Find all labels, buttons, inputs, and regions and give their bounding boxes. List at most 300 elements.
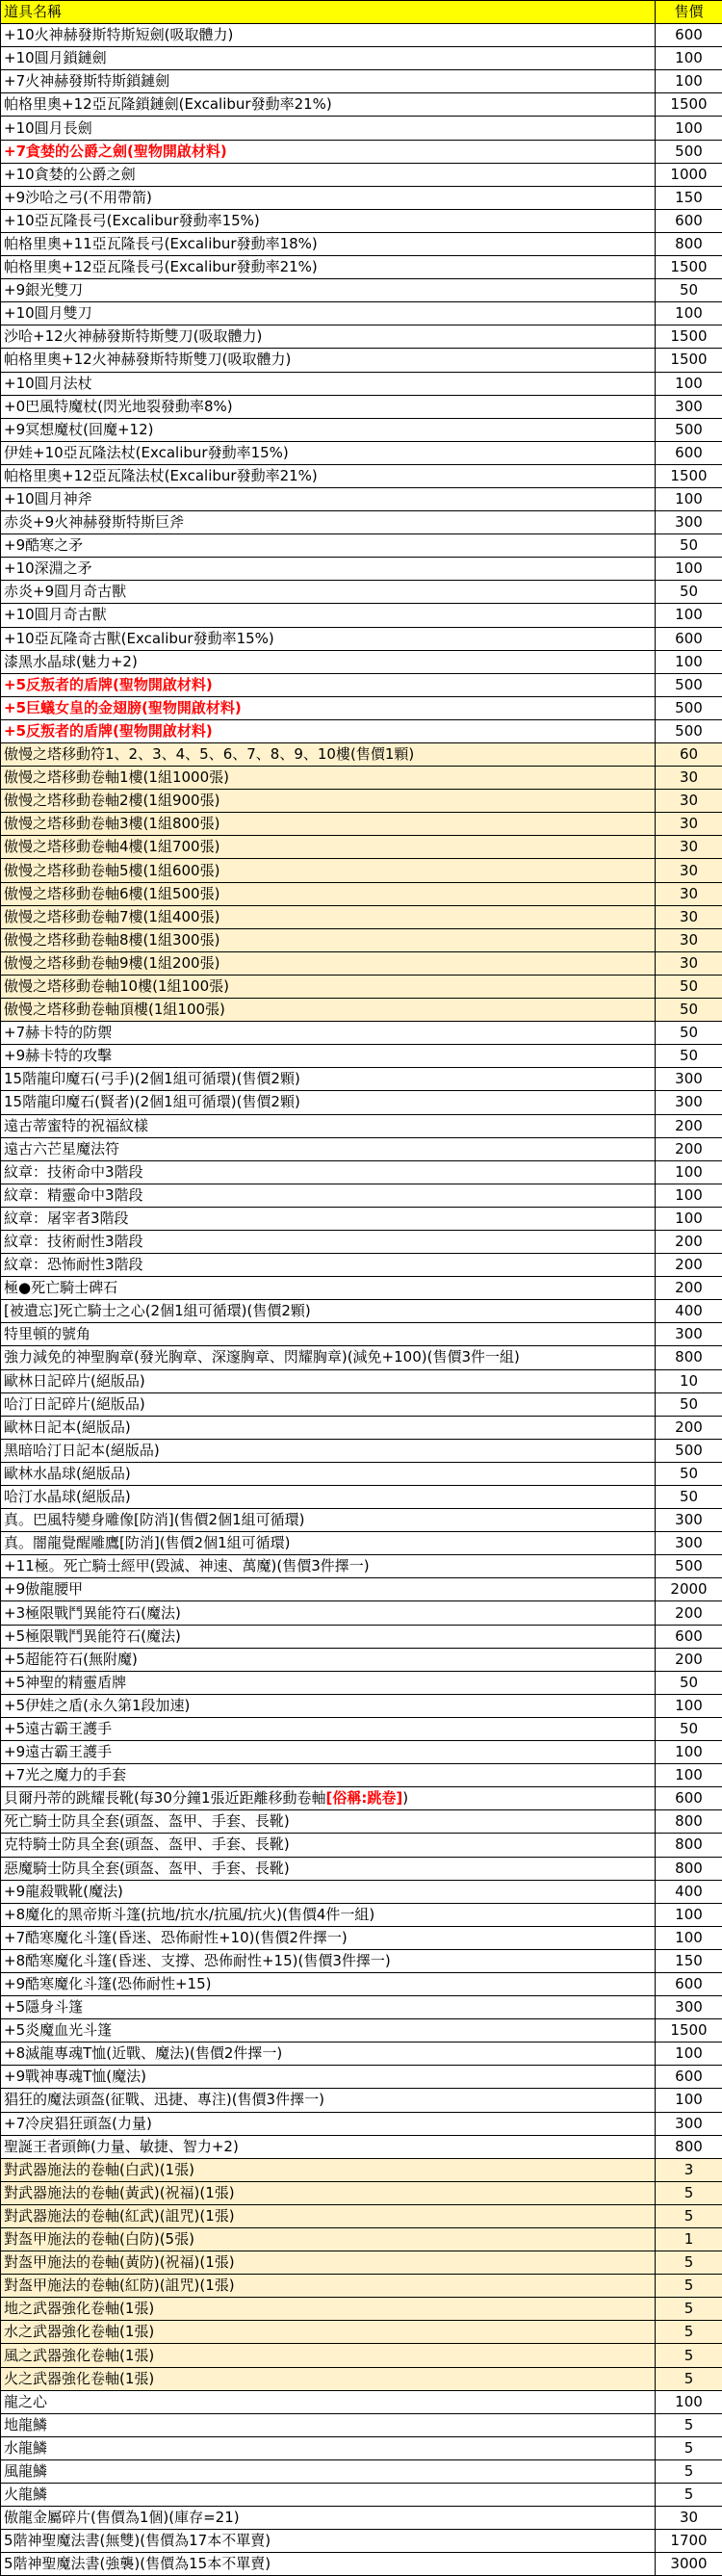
table-row bbox=[1, 2413, 722, 2436]
item-name-text: 帕格里奧+12亞瓦隆法杖(Excalibur發動率21%) bbox=[4, 467, 318, 484]
item-price-cell: 50 bbox=[656, 1392, 722, 1416]
item-name-text: 傲慢之塔移動卷軸5樓(1組600張) bbox=[4, 862, 219, 879]
table-row bbox=[1, 2019, 722, 2043]
item-price-cell: 1500 bbox=[656, 349, 722, 372]
item-price-cell: 300 bbox=[656, 1532, 722, 1555]
item-name-text: 5階神聖魔法書(無雙)(售價為17本不單賣) bbox=[4, 2532, 271, 2549]
table-row bbox=[1, 256, 722, 279]
item-name-cell bbox=[1, 1903, 656, 1926]
item-name-text: 特里頓的號角 bbox=[4, 1325, 90, 1342]
item-price-cell: 300 bbox=[656, 2112, 722, 2135]
item-name-text: 漆黑水晶球(魅力+2) bbox=[4, 653, 138, 670]
item-price-cell: 400 bbox=[656, 1300, 722, 1323]
item-name-text: +5反叛者的盾牌(聖物開啟材料) bbox=[4, 722, 213, 740]
item-name-cell bbox=[1, 256, 656, 279]
table-row bbox=[1, 813, 722, 836]
item-name-text: +9酷寒魔化斗篷(恐佈耐性+15) bbox=[4, 1975, 211, 1992]
table-row bbox=[1, 2181, 722, 2204]
item-price-cell: 30 bbox=[656, 790, 722, 813]
table-row bbox=[1, 302, 722, 325]
item-name-cell bbox=[1, 673, 656, 696]
item-name-text: +9遠古霸王護手 bbox=[4, 1743, 112, 1760]
item-name-cell bbox=[1, 1184, 656, 1207]
item-name-text: 遠古六芒星魔法符 bbox=[4, 1140, 119, 1158]
item-name-cell bbox=[1, 905, 656, 928]
item-name-cell bbox=[1, 882, 656, 905]
item-name-text: 紋章：技術命中3階段 bbox=[4, 1163, 143, 1181]
item-name-text: +5神聖的精靈盾牌 bbox=[4, 1674, 126, 1691]
item-name-cell bbox=[1, 117, 656, 140]
item-price-cell: 800 bbox=[656, 1857, 722, 1880]
item-name-text: +10圓月神斧 bbox=[4, 490, 92, 507]
item-name-cell bbox=[1, 951, 656, 975]
item-price-cell: 100 bbox=[656, 487, 722, 510]
item-price-cell: 1000 bbox=[656, 163, 722, 186]
table-row bbox=[1, 1254, 722, 1277]
item-name-cell bbox=[1, 2459, 656, 2483]
item-name-cell bbox=[1, 975, 656, 998]
item-name-text: +5伊娃之盾(永久第1段加速) bbox=[4, 1697, 190, 1714]
table-row bbox=[1, 186, 722, 209]
item-name-text: 龍之心 bbox=[4, 2393, 47, 2410]
item-name-cell bbox=[1, 1926, 656, 1949]
item-price-cell: 60 bbox=[656, 743, 722, 767]
item-price-cell: 5 bbox=[656, 2484, 722, 2507]
item-name-text: +9赫卡特的攻擊 bbox=[4, 1047, 112, 1064]
item-name-text: 傲龍金屬碎片(售價為1個)(庫存=21) bbox=[4, 2509, 240, 2526]
item-name-text: 帕格里奧+12亞瓦隆鎖鏈劍(Excalibur發動率21%) bbox=[4, 95, 332, 113]
item-price-cell: 300 bbox=[656, 1509, 722, 1532]
item-name-cell bbox=[1, 767, 656, 790]
table-row bbox=[1, 117, 722, 140]
item-name-cell bbox=[1, 1369, 656, 1392]
item-name-text: 對盔甲施法的卷軸(黃防)(祝福)(1張) bbox=[4, 2253, 235, 2271]
item-name-cell bbox=[1, 1254, 656, 1277]
item-name-text: 地龍鱗 bbox=[4, 2416, 47, 2433]
item-name-cell bbox=[1, 163, 656, 186]
table-row bbox=[1, 1439, 722, 1462]
item-name-cell bbox=[1, 1392, 656, 1416]
item-name-text: 歐林水晶球(絕版品) bbox=[4, 1465, 131, 1482]
item-name-cell bbox=[1, 1462, 656, 1485]
item-name-cell bbox=[1, 1972, 656, 1995]
item-name-text: 對盔甲施法的卷軸(紅防)(詛咒)(1張) bbox=[4, 2277, 235, 2294]
item-name-cell bbox=[1, 1601, 656, 1625]
table-row bbox=[1, 1857, 722, 1880]
item-name-text: +10圓月法杖 bbox=[4, 375, 92, 392]
item-price-cell: 100 bbox=[656, 372, 722, 395]
item-name-cell bbox=[1, 279, 656, 302]
item-name-cell bbox=[1, 2507, 656, 2530]
item-name-text: 傲慢之塔移動卷軸6樓(1組500張) bbox=[4, 885, 219, 902]
item-name-text: 對武器施法的卷軸(紅武)(詛咒)(1張) bbox=[4, 2207, 235, 2225]
item-name-text: +7貪婪的公爵之劍(聖物開啟材料) bbox=[4, 143, 227, 160]
item-price-cell: 30 bbox=[656, 836, 722, 859]
item-name-cell bbox=[1, 1764, 656, 1787]
item-price-cell: 5 bbox=[656, 2204, 722, 2227]
item-price-cell: 1500 bbox=[656, 325, 722, 349]
item-name-text: 克特騎士防具全套(頭盔、盔甲、手套、長靴) bbox=[4, 1835, 290, 1853]
item-name-cell bbox=[1, 93, 656, 117]
table-row bbox=[1, 696, 722, 719]
item-price-cell: 1500 bbox=[656, 464, 722, 487]
table-row bbox=[1, 2066, 722, 2089]
item-price-cell: 5 bbox=[656, 2298, 722, 2321]
item-price-cell: 100 bbox=[656, 2043, 722, 2066]
table-row bbox=[1, 2228, 722, 2251]
item-name-text: 紋章：屠宰者3階段 bbox=[4, 1210, 129, 1227]
item-name-text: +5反叛者的盾牌(聖物開啟材料) bbox=[4, 676, 213, 693]
item-price-cell: 100 bbox=[656, 117, 722, 140]
table-row bbox=[1, 1834, 722, 1857]
item-name-cell bbox=[1, 1834, 656, 1857]
item-name-cell bbox=[1, 1114, 656, 1137]
item-price-cell: 600 bbox=[656, 441, 722, 464]
item-name-cell bbox=[1, 1694, 656, 1717]
table-row bbox=[1, 2553, 722, 2576]
item-name-text: 對武器施法的卷軸(黃武)(祝福)(1張) bbox=[4, 2184, 235, 2201]
item-name-text: 對武器施法的卷軸(白武)(1張) bbox=[4, 2161, 194, 2178]
item-price-cell: 100 bbox=[656, 558, 722, 581]
item-name-text: 傲慢之塔移動卷軸4樓(1組700張) bbox=[4, 838, 219, 855]
item-price-cell: 200 bbox=[656, 1648, 722, 1671]
item-price-cell: 1 bbox=[656, 2228, 722, 2251]
item-name-text: +7火神赫發斯特斯鎖鏈劍 bbox=[4, 72, 169, 90]
table-row bbox=[1, 1068, 722, 1091]
item-price-cell: 300 bbox=[656, 511, 722, 534]
table-row bbox=[1, 1625, 722, 1648]
table-row bbox=[1, 1648, 722, 1671]
item-price-cell: 50 bbox=[656, 975, 722, 998]
item-name-text: +8酷寒魔化斗篷(昏迷、支撐、恐佈耐性+15)(售價3件擇一) bbox=[4, 1952, 391, 1969]
item-name-text: +9冥想魔杖(回魔+12) bbox=[4, 421, 153, 438]
item-name-cell bbox=[1, 2066, 656, 2089]
item-name-cell bbox=[1, 2321, 656, 2344]
item-name-cell bbox=[1, 1207, 656, 1230]
item-name-cell bbox=[1, 1045, 656, 1068]
item-price-cell: 1700 bbox=[656, 2530, 722, 2553]
item-price-cell: 600 bbox=[656, 1787, 722, 1810]
item-price-cell: 30 bbox=[656, 928, 722, 951]
item-name-text: +5遠古霸王護手 bbox=[4, 1720, 112, 1737]
item-price-cell: 100 bbox=[656, 604, 722, 627]
item-name-text: 水龍鱗 bbox=[4, 2439, 47, 2457]
table-row bbox=[1, 975, 722, 998]
item-price-cell: 5 bbox=[656, 2413, 722, 2436]
table-row bbox=[1, 1996, 722, 2019]
table-row bbox=[1, 1416, 722, 1439]
item-price-cell: 5 bbox=[656, 2321, 722, 2344]
item-name-cell bbox=[1, 2181, 656, 2204]
item-name-text: 風之武器強化卷軸(1張) bbox=[4, 2347, 154, 2364]
item-price-cell: 50 bbox=[656, 279, 722, 302]
item-price-cell: 200 bbox=[656, 1114, 722, 1137]
item-name-cell bbox=[1, 487, 656, 510]
item-name-text: 紋章：恐怖耐性3階段 bbox=[4, 1256, 143, 1273]
table-row bbox=[1, 1346, 722, 1369]
table-row bbox=[1, 2275, 722, 2298]
item-price-cell: 300 bbox=[656, 1091, 722, 1114]
item-name-cell bbox=[1, 743, 656, 767]
item-name-text: 沙哈+12火神赫發斯特斯雙刀(吸取體力) bbox=[4, 327, 262, 345]
item-price-cell: 400 bbox=[656, 1880, 722, 1903]
item-price-cell: 800 bbox=[656, 1346, 722, 1369]
item-name-text: +10火神赫發斯特斯短劍(吸取體力) bbox=[4, 26, 233, 43]
table-row bbox=[1, 673, 722, 696]
item-price-cell: 30 bbox=[656, 767, 722, 790]
item-name-cell bbox=[1, 1578, 656, 1601]
item-price-cell: 50 bbox=[656, 1045, 722, 1068]
table-row bbox=[1, 1810, 722, 1834]
table-row bbox=[1, 1114, 722, 1137]
table-row bbox=[1, 1671, 722, 1694]
item-name-cell bbox=[1, 232, 656, 255]
item-name-cell bbox=[1, 2112, 656, 2135]
table-row bbox=[1, 163, 722, 186]
item-price-cell: 50 bbox=[656, 1486, 722, 1509]
item-price-cell: 5 bbox=[656, 2436, 722, 2459]
item-name-cell bbox=[1, 650, 656, 673]
item-name-text: +11極。死亡騎士經甲(毀滅、神速、萬魔)(售價3件擇一) bbox=[4, 1557, 370, 1574]
item-price-cell: 500 bbox=[656, 696, 722, 719]
item-price-cell: 1500 bbox=[656, 256, 722, 279]
item-price-cell: 500 bbox=[656, 719, 722, 742]
item-name-cell bbox=[1, 2530, 656, 2553]
table-row bbox=[1, 2344, 722, 2367]
item-name-text: +3極限戰鬥異能符石(魔法) bbox=[4, 1604, 181, 1622]
item-price-cell: 100 bbox=[656, 1694, 722, 1717]
item-price-cell: 600 bbox=[656, 1972, 722, 1995]
table-row bbox=[1, 1903, 722, 1926]
item-price-cell: 30 bbox=[656, 905, 722, 928]
item-name-text: 紋章：精靈命中3階段 bbox=[4, 1186, 143, 1204]
item-name-text: 遠古蒂蜜特的祝福紋樣 bbox=[4, 1117, 148, 1134]
item-name-text: 聖誕王者頭飾(力量、敏捷、智力+2) bbox=[4, 2138, 239, 2155]
table-row bbox=[1, 1160, 722, 1184]
item-price-cell: 1500 bbox=[656, 2019, 722, 2043]
item-name-cell bbox=[1, 2344, 656, 2367]
item-name-text: +9沙哈之弓(不用帶箭) bbox=[4, 189, 152, 206]
table-row bbox=[1, 2158, 722, 2181]
item-name-text: 傲慢之塔移動卷軸1樓(1組1000張) bbox=[4, 768, 229, 786]
item-name-cell bbox=[1, 47, 656, 70]
table-row bbox=[1, 140, 722, 163]
item-name-cell bbox=[1, 1137, 656, 1160]
item-name-text: 15階龍印魔石(弓手)(2個1組可循環)(售價2顆) bbox=[4, 1070, 300, 1087]
item-name-cell bbox=[1, 24, 656, 47]
item-name-text: 歐林日記本(絕版品) bbox=[4, 1418, 131, 1436]
item-price-cell: 100 bbox=[656, 2390, 722, 2413]
item-name-cell bbox=[1, 395, 656, 418]
table-row bbox=[1, 2367, 722, 2390]
item-name-text: 紋章：技術耐性3階段 bbox=[4, 1233, 143, 1250]
item-price-cell: 30 bbox=[656, 882, 722, 905]
table-row bbox=[1, 2321, 722, 2344]
item-name-text: +10亞瓦隆長弓(Excalibur發動率15%) bbox=[4, 212, 260, 229]
item-name-tag: [俗稱:跳卷] bbox=[326, 1789, 403, 1807]
item-name-cell bbox=[1, 2275, 656, 2298]
item-price-cell: 3000 bbox=[656, 2553, 722, 2576]
item-name-cell bbox=[1, 1509, 656, 1532]
item-name-cell bbox=[1, 604, 656, 627]
table-row bbox=[1, 1949, 722, 1972]
item-name-cell bbox=[1, 464, 656, 487]
table-row bbox=[1, 93, 722, 117]
item-price-cell: 100 bbox=[656, 650, 722, 673]
item-name-text: 強力減免的神聖胸章(發光胸章、深邃胸章、閃耀胸章)(減免+100)(售價3件一組) bbox=[4, 1348, 520, 1366]
item-name-cell bbox=[1, 1277, 656, 1300]
item-price-cell: 30 bbox=[656, 813, 722, 836]
table-row bbox=[1, 928, 722, 951]
table-row bbox=[1, 1764, 722, 1787]
table-row bbox=[1, 604, 722, 627]
item-name-cell bbox=[1, 1346, 656, 1369]
item-name-cell bbox=[1, 2367, 656, 2390]
header-item-name: 道具名稱 bbox=[1, 1, 656, 24]
item-name-cell bbox=[1, 2089, 656, 2112]
item-price-cell: 50 bbox=[656, 999, 722, 1022]
item-name-text: 伊娃+10亞瓦隆法杖(Excalibur發動率15%) bbox=[4, 444, 289, 461]
item-price-cell: 30 bbox=[656, 951, 722, 975]
item-name-cell bbox=[1, 1717, 656, 1740]
item-name-text: +0巴風特魔杖(閃光地裂發動率8%) bbox=[4, 398, 233, 415]
item-price-cell: 800 bbox=[656, 1834, 722, 1857]
item-price-cell: 3 bbox=[656, 2158, 722, 2181]
item-name-text: 傲慢之塔移動卷軸3樓(1組800張) bbox=[4, 815, 219, 832]
item-price-cell: 800 bbox=[656, 232, 722, 255]
table-row bbox=[1, 418, 722, 441]
item-price-cell: 100 bbox=[656, 1160, 722, 1184]
item-price-cell: 100 bbox=[656, 47, 722, 70]
table-row bbox=[1, 464, 722, 487]
table-row bbox=[1, 1045, 722, 1068]
table-row bbox=[1, 627, 722, 650]
header-price: 售價 bbox=[656, 1, 722, 24]
item-name-cell bbox=[1, 534, 656, 558]
table-row bbox=[1, 999, 722, 1022]
table-row bbox=[1, 1555, 722, 1578]
item-name-cell bbox=[1, 2390, 656, 2413]
item-name-cell bbox=[1, 1486, 656, 1509]
table-row bbox=[1, 1601, 722, 1625]
item-price-cell: 800 bbox=[656, 1810, 722, 1834]
table-row bbox=[1, 2459, 722, 2483]
table-row bbox=[1, 511, 722, 534]
table-row bbox=[1, 2530, 722, 2553]
item-name-text: +8滅龍專魂T恤(近戰、魔法)(售價2件擇一) bbox=[4, 2044, 282, 2062]
item-name-text: 傲慢之塔移動卷軸10樓(1組100張) bbox=[4, 977, 229, 995]
item-name-cell bbox=[1, 813, 656, 836]
item-name-cell bbox=[1, 719, 656, 742]
item-name-text: +5隱身斗篷 bbox=[4, 1998, 83, 2016]
table-row bbox=[1, 1509, 722, 1532]
item-name-cell bbox=[1, 1810, 656, 1834]
item-name-text: 地之武器強化卷軸(1張) bbox=[4, 2300, 154, 2317]
table-row bbox=[1, 1230, 722, 1253]
item-name-text: [被遺忘]死亡騎士之心(2個1組可循環)(售價2顆) bbox=[4, 1302, 311, 1319]
item-name-text: +10深淵之矛 bbox=[4, 559, 92, 577]
item-price-cell: 100 bbox=[656, 302, 722, 325]
item-name-text: +7赫卡特的防禦 bbox=[4, 1024, 112, 1041]
item-name-text: 5階神聖魔法書(強襲)(售價為15本不單賣) bbox=[4, 2555, 271, 2572]
item-name-text: 哈汀水晶球(絕版品) bbox=[4, 1488, 131, 1505]
table-row bbox=[1, 719, 722, 742]
item-name-cell bbox=[1, 511, 656, 534]
table-row bbox=[1, 1880, 722, 1903]
item-name-text: 傲慢之塔移動符1、2、3、4、5、6、7、8、9、10樓(售價1顆) bbox=[4, 745, 414, 763]
item-name-text: 傲慢之塔移動卷軸2樓(1組900張) bbox=[4, 792, 219, 809]
item-name-text: +10圓月長劍 bbox=[4, 119, 92, 137]
item-name-text: 哈汀日記碎片(絕版品) bbox=[4, 1395, 145, 1413]
item-name-text: +5超能符石(無附魔) bbox=[4, 1651, 138, 1668]
item-name-cell bbox=[1, 1091, 656, 1114]
item-name-cell bbox=[1, 999, 656, 1022]
item-name-cell bbox=[1, 1323, 656, 1346]
item-price-cell: 200 bbox=[656, 1601, 722, 1625]
item-price-cell: 50 bbox=[656, 534, 722, 558]
item-price-cell: 300 bbox=[656, 1323, 722, 1346]
item-name-cell bbox=[1, 186, 656, 209]
item-name-text: 傲慢之塔移動卷軸9樓(1組200張) bbox=[4, 954, 219, 972]
table-header-row bbox=[1, 1, 722, 24]
table-row bbox=[1, 2507, 722, 2530]
item-name-text: 死亡騎士防具全套(頭盔、盔甲、手套、長靴) bbox=[4, 1812, 290, 1830]
item-name-cell bbox=[1, 1996, 656, 2019]
table-row bbox=[1, 395, 722, 418]
item-price-cell: 50 bbox=[656, 1022, 722, 1045]
table-row bbox=[1, 279, 722, 302]
item-price-cell: 300 bbox=[656, 395, 722, 418]
item-name-text: 歐林日記碎片(絕版品) bbox=[4, 1372, 145, 1390]
item-price-cell: 5 bbox=[656, 2459, 722, 2483]
item-name-cell bbox=[1, 2043, 656, 2066]
item-price-cell: 500 bbox=[656, 418, 722, 441]
item-name-cell bbox=[1, 1416, 656, 1439]
table-row bbox=[1, 1207, 722, 1230]
item-name-cell bbox=[1, 2204, 656, 2227]
item-name-cell bbox=[1, 2484, 656, 2507]
item-price-cell: 150 bbox=[656, 186, 722, 209]
item-name-cell bbox=[1, 2228, 656, 2251]
item-name-cell bbox=[1, 1160, 656, 1184]
item-name-cell bbox=[1, 1949, 656, 1972]
table-row bbox=[1, 2089, 722, 2112]
item-name-cell bbox=[1, 140, 656, 163]
item-name-cell bbox=[1, 2413, 656, 2436]
item-name-text: 帕格里奧+11亞瓦隆長弓(Excalibur發動率18%) bbox=[4, 235, 318, 252]
item-price-cell: 100 bbox=[656, 1184, 722, 1207]
table-row bbox=[1, 2436, 722, 2459]
item-price-cell: 5 bbox=[656, 2181, 722, 2204]
table-row bbox=[1, 1091, 722, 1114]
item-name-text: +7酷寒魔化斗篷(昏迷、恐佈耐性+10)(售價2件擇一) bbox=[4, 1929, 348, 1946]
item-price-cell: 5 bbox=[656, 2344, 722, 2367]
item-name-text: +8魔化的黑帝斯斗篷(抗地/抗水/抗風/抗火)(售價4件一組) bbox=[4, 1906, 374, 1923]
item-name-cell bbox=[1, 2298, 656, 2321]
item-price-cell: 600 bbox=[656, 1625, 722, 1648]
item-name-cell bbox=[1, 349, 656, 372]
item-price-cell: 2000 bbox=[656, 1578, 722, 1601]
table-row bbox=[1, 1717, 722, 1740]
item-price-cell: 150 bbox=[656, 1949, 722, 1972]
item-name-text: +10貪婪的公爵之劍 bbox=[4, 166, 136, 183]
item-name-text: 赤炎+9火神赫發斯特斯巨斧 bbox=[4, 513, 184, 531]
table-row bbox=[1, 1578, 722, 1601]
item-price-cell: 5 bbox=[656, 2251, 722, 2275]
item-name-cell bbox=[1, 2436, 656, 2459]
item-price-cell: 500 bbox=[656, 1439, 722, 1462]
table-row bbox=[1, 558, 722, 581]
